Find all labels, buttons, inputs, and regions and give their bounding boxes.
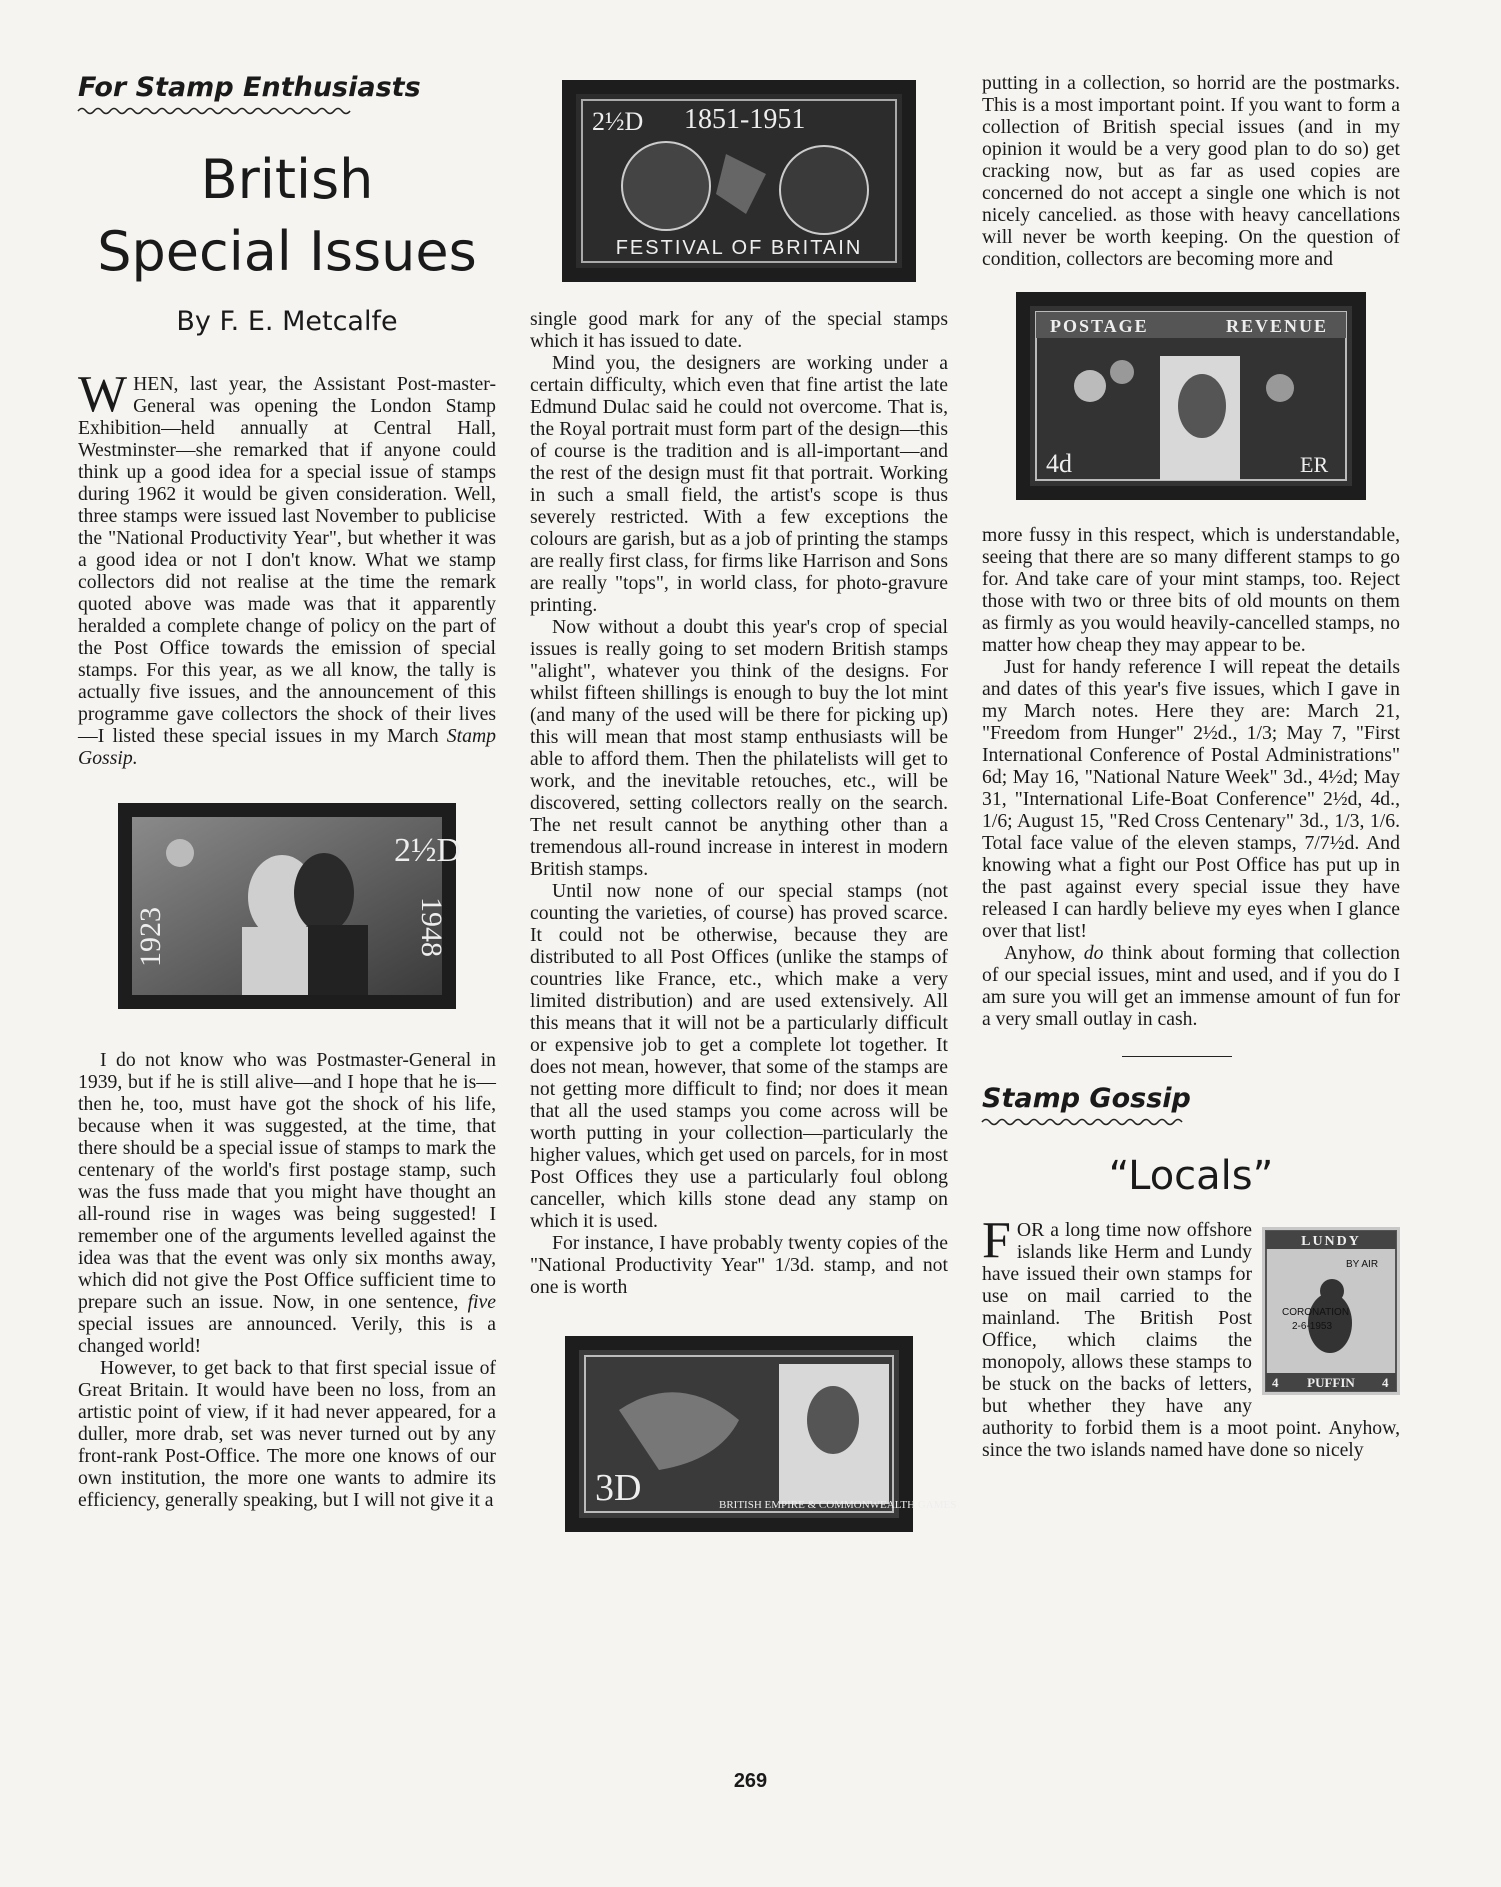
drop-cap: W <box>78 366 128 423</box>
svg-text:LUNDY: LUNDY <box>1301 1234 1361 1249</box>
section-heading: Stamp Gossip <box>982 1083 1191 1114</box>
section-heading: For Stamp Enthusiasts <box>78 72 421 103</box>
title-line-2: Special Issues <box>97 220 477 283</box>
paragraph-text: HEN, last year, the Assistant Post-master-General was opening the London Stamp Exhibition—held annually at Central Hall, Westminster—she remarked that if anyone could think up a good idea for a special issue of stamps during 1962 it would be given consideration. Well, three stamps were issued last November to publicise the "National Productivity Year", but whether it was a good idea or not I don't know. What we stamp collectors did not realise at the time the remark quoted above was made was that it apparently heralded a complete change of policy on the part of the Post Office towards the emission of special stamps. For this year, as we all know, the tally is actually five issues, and the announcement of this programme gave collectors the shock of their lives—I listed these special issues in my March <box>78 373 496 747</box>
title-line-1: British <box>200 148 374 211</box>
stamp-image-postage-revenue <box>1016 292 1366 500</box>
paragraph: Just for handy reference I will repeat the details and dates of this year's five issues, which I gave in my March notes. Here they are: March 21, "Freedom from Hunger" 2½d., 1/3; May 7, "First International Conference of Postal Administrations" 6d; May 16, "National Nature Week" 3d., 4½d; May 31, "International Life-Boat Conference" 2½d, 4d., 1/6; August 15, "Red Cross Centenary" 3d., 1/3, 1/6. Total face value of the eleven stamps, 7/7½d. And knowing what a fight our Post Office has put up in the past against every special issue they have released I can hardly believe my eyes when I glance over that list! <box>982 656 1400 942</box>
stamp-image-commonwealth-games <box>565 1336 957 1532</box>
byline: By F. E. Metcalfe <box>176 306 398 337</box>
paragraph-text: Anyhow, <box>1004 942 1076 964</box>
stamp-image-silver-wedding <box>118 803 462 1009</box>
svg-text:3D: 3D <box>595 1467 642 1509</box>
svg-text:2½D: 2½D <box>592 107 644 136</box>
paragraph: more fussy in this respect, which is understandable, seeing that there are so many different stamps to go for. And take care of your mint stamps, too. Reject those with two or three bits of old mounts on them as firmly as you would heavily-cancelled stamps, no matter how cheap they may appear to be. <box>982 524 1400 656</box>
paragraph-text: think about forming that collection of our special issues, mint and used, and if you do I am sure you will get an immense amount of fun for a very small outlay in cash. <box>982 942 1400 1030</box>
paragraph: Mind you, the designers are working under a certain difficulty, which even that fine artist the late Edmund Dulac said he could not overcome. That is, the Royal portrait must form part of the design—this of course is the tradition and is all-important—and the rest of the design must fit that portrait. Working in such a small field, the artist's scope is thus severely restricted. With a few exceptions the colours are garish, but as a job of printing the stamps are really first class, for firms like Harrison and Sons are really "tops", in world class, for photo-gravure printing. <box>530 352 948 616</box>
svg-text:4: 4 <box>1382 1375 1389 1390</box>
svg-text:PUFFIN: PUFFIN <box>1307 1375 1355 1390</box>
svg-text:BY AIR: BY AIR <box>1346 1259 1379 1270</box>
paragraph: Now without a doubt this year's crop of special issues is really going to set modern British stamps "alight", whatever you think of the designs. For whilst fifteen shillings is enough to buy the lot mint (and many of the used will be there for picking up) this will mean that most stamp enthusiasts will be able to afford them. Then the philatelists will get to work, and the inevitable retouches, etc., will be discovered, setting collectors really on the search. The net result cannot be anything other than a tremendous all-round increase in interest in modern British stamps. <box>530 616 948 880</box>
svg-text:CORONATION: CORONATION <box>1282 1307 1350 1318</box>
paragraph <box>78 1049 496 1357</box>
paragraph-text: OR a long time now offshore islands like Herm and Lundy have issued their own stamps for use on mail carried to the mainland. The British Post Office, which claims the monopoly, allows these stamps to be stuck on the backs of letters, but whether they have any authority to forbid them is a moot point. Anyhow, since the two islands named have done so nicely <box>982 1219 1400 1461</box>
svg-text:POSTAGE: POSTAGE <box>1050 316 1149 336</box>
drop-cap: F <box>982 1212 1011 1269</box>
paragraph <box>982 1212 1400 1461</box>
article-title <box>78 144 496 288</box>
svg-text:ER: ER <box>1300 452 1329 477</box>
stamp-image-lundy-puffin <box>1262 1227 1400 1400</box>
stamp-image-festival-of-britain <box>562 80 916 282</box>
paragraph: Until now none of our special stamps (not counting the varieties, of course) has proved scarce. It could not be otherwise, because they are distributed to all Post Offices (unlike the stamps of countries like France, etc., which make a very limited distribution) and are used extensively. All this means that it will not be a particularly difficult or expensive job to get a complete lot together. It does not mean, however, that some of the stamps are not getting more difficult to find; nor does it mean that all the used stamps you come across will be worth putting in your collection—particularly the higher values, which get used on parcels, for in most Post Offices they use a particularly foul oblong canceller, which kills stone dead any stamp on which it is used. <box>530 880 948 1232</box>
svg-text:4: 4 <box>1272 1375 1279 1390</box>
paragraph-text: special issues are announced. Verily, this is a changed world! <box>78 1313 496 1357</box>
wavy-underline <box>982 1117 1182 1127</box>
svg-text:BRITISH EMPIRE & COMMONWEALTH: BRITISH EMPIRE & COMMONWEALTH GAMES <box>719 1499 957 1511</box>
svg-text:1948: 1948 <box>415 897 448 957</box>
paragraph: However, to get back to that first special issue of Great Britain. It would have been no loss, from an artistic point of view, if it had never appeared, for a duller, more drab, set was never turned out by any front-rank Post-Office. The more one knows of our own institution, the more one wants to admire its efficiency, generally speaking, but I will not give it a <box>78 1357 496 1511</box>
paragraph <box>78 366 496 769</box>
paragraph: For instance, I have probably twenty copies of the "National Productivity Year" 1/3d. stamp, and not one is worth <box>530 1232 948 1298</box>
paragraph <box>982 942 1400 1030</box>
page-number: 269 <box>733 1770 768 1792</box>
svg-text:2½D: 2½D <box>394 832 462 869</box>
svg-text:1851-1951: 1851-1951 <box>684 104 806 135</box>
italic-text: do <box>1083 942 1104 964</box>
divider-rule <box>1122 1056 1232 1057</box>
column-right <box>982 72 1400 1461</box>
column-middle <box>530 72 957 1532</box>
svg-text:2-6-1953: 2-6-1953 <box>1292 1321 1333 1332</box>
svg-text:FESTIVAL OF BRITAIN: FESTIVAL OF BRITAIN <box>615 237 863 259</box>
svg-text:REVENUE: REVENUE <box>1226 316 1329 336</box>
svg-text:4d: 4d <box>1046 449 1072 478</box>
paragraph-text: I do not know who was Postmaster-General in 1939, but if he is still alive—and I hope that he is—then he, too, must have got the shock of his life, because when it was suggested, at the time, that there should be a special issue of stamps to mark the centenary of the world's first postage stamp, such was the fuss made that you might have thought an all-round rise in wages was being suggested! I remember one of the arguments levelled against the idea was that the event was only six months away, which did not give the Post Office sufficient time to prepare such an issue. Now, in one sentence, <box>78 1049 496 1313</box>
italic-text: Stamp Gossip. <box>78 725 496 769</box>
article-title: “Locals” <box>1108 1153 1274 1199</box>
column-left <box>78 72 496 1511</box>
paragraph: putting in a collection, so horrid are the postmarks. This is a most important point. If you want to form a collection of British special issues (and in my opinion it would be a very good plan to do so) get cracking now, but as far as used copies are concerned do not accept a single one which is not nicely cancelied. as those with heavy cancellations will never be worth keeping. On the question of condition, collectors are becoming more and <box>982 72 1400 270</box>
paragraph: single good mark for any of the special stamps which it has issued to date. <box>530 308 948 352</box>
svg-text:1923: 1923 <box>134 907 167 967</box>
wavy-underline <box>78 106 348 116</box>
italic-text: five <box>467 1291 496 1313</box>
